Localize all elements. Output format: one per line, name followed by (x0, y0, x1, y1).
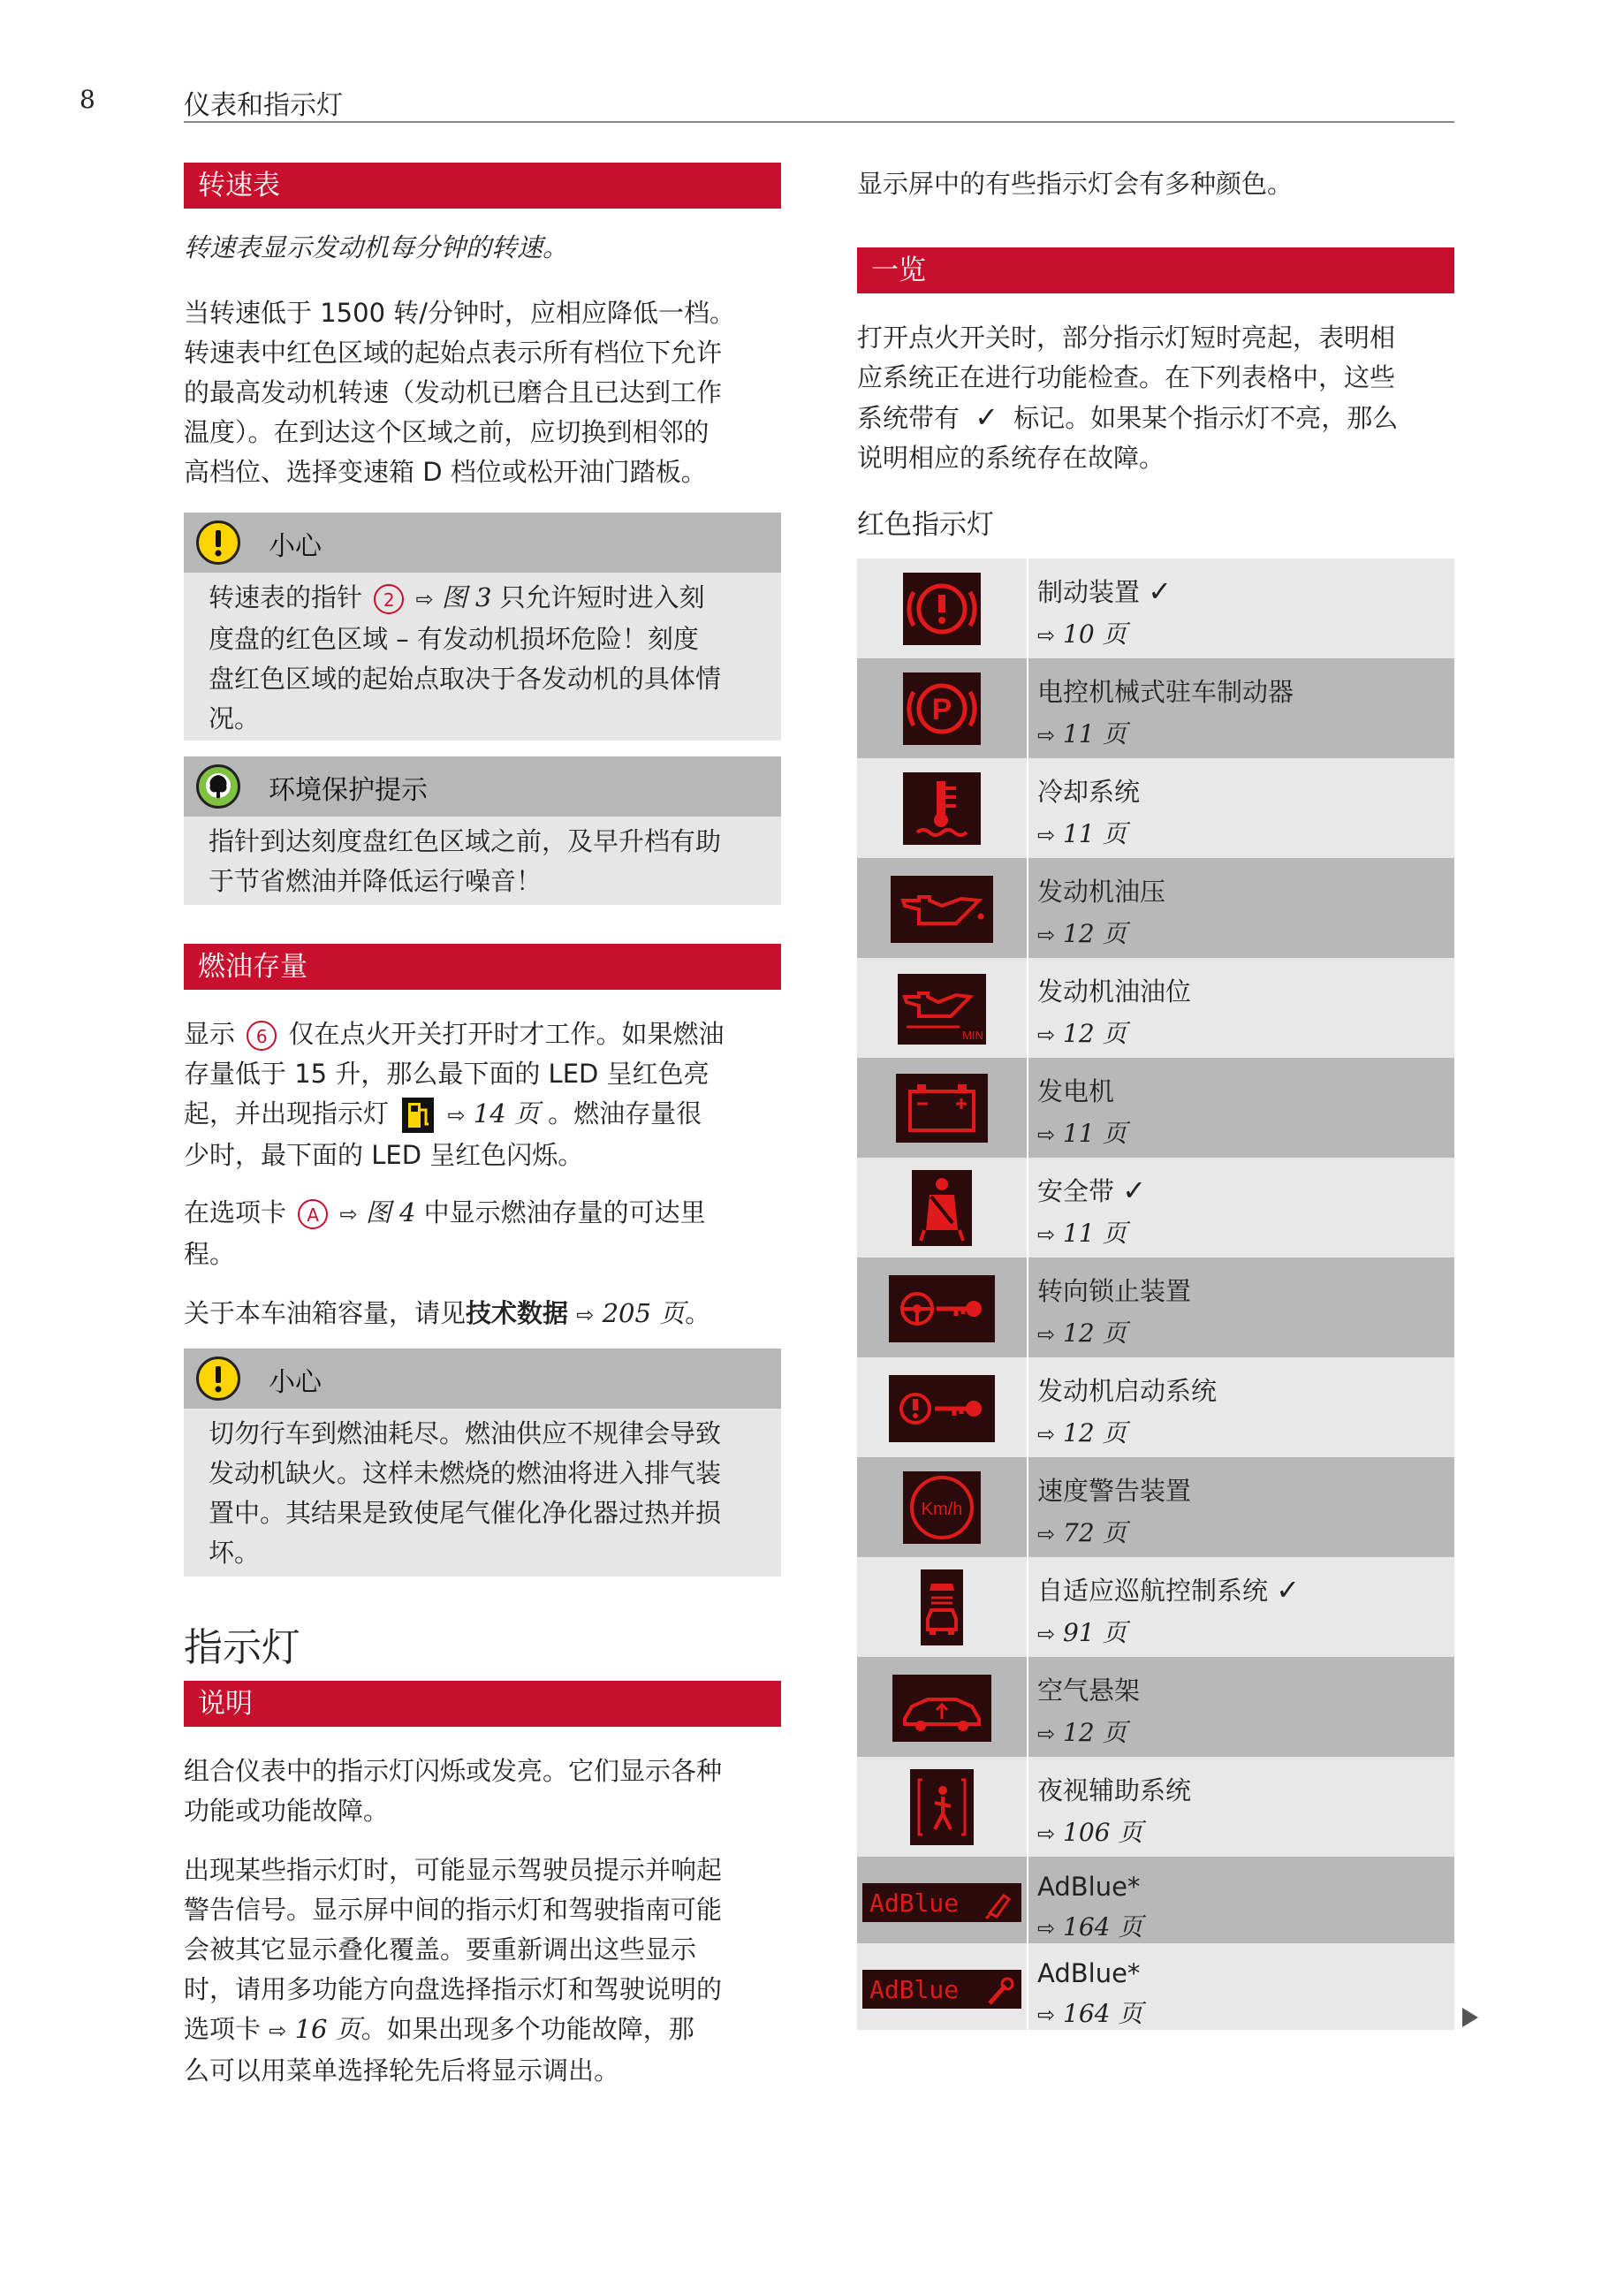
arrow-right-icon: ⇨ (1037, 1222, 1056, 1247)
arrow-right-icon: ⇨ (1037, 1622, 1056, 1646)
text-segment: 显示 (184, 1019, 236, 1049)
checkmark-icon: ✓ (1148, 574, 1172, 608)
battery-icon (857, 1058, 1027, 1158)
text-segment: 选项卡 (184, 2014, 262, 2044)
arrow-right-icon: ⇨ (1037, 1916, 1056, 1941)
row-label: 发动机油油位 (1037, 976, 1192, 1007)
page-ref-link[interactable]: 72 页 (1063, 1518, 1127, 1547)
page-header-title: 仪表和指示灯 (184, 90, 343, 121)
page-ref-link[interactable]: 164 页 (1063, 1912, 1143, 1941)
row-label: 制动装置 (1037, 577, 1141, 607)
text-line: 应系统正在进行功能检查。在下列表格中，这些 (857, 362, 1396, 392)
text-segment: 。如果出现多个功能故障，那 (360, 2014, 694, 2044)
text-segment: 。燃油存量很 (548, 1098, 702, 1128)
row-label: 空气悬架 (1037, 1676, 1141, 1706)
row-label: 自适应巡航控制系统 (1037, 1576, 1269, 1606)
tacho-intro: 转速表显示发动机每分钟的转速。 (184, 232, 569, 262)
fuel-paragraph-3 (184, 1294, 793, 1335)
text-line: 的最高发动机转速（发动机已磨合且已达到工作 (184, 377, 723, 407)
text-line: 切勿行车到燃油耗尽。燃油供应不规律会导致 (209, 1418, 722, 1448)
table-row (857, 1943, 1454, 2030)
overview-paragraph (857, 318, 1467, 478)
text-line: 盘红色区域的起始点取决于各发动机的具体情 (209, 664, 722, 694)
caution-header (184, 1349, 781, 1409)
arrow-right-icon: ⇨ (269, 2018, 287, 2043)
seatbelt-icon (857, 1158, 1027, 1258)
table-row (857, 758, 1454, 858)
fuel-warning-icon (402, 1098, 434, 1133)
coolant-temperature-icon (857, 758, 1027, 858)
environment-note-title: 环境保护提示 (269, 775, 428, 806)
arrow-right-icon: ⇨ (415, 587, 434, 612)
text-segment: 关于本车油箱容量，请见 (184, 1298, 467, 1328)
text-segment: 起，并出现指示灯 (184, 1098, 390, 1128)
section-bar-overview: 一览 (857, 247, 1454, 293)
text-line: 于节省燃油并降低运行噪音！ (209, 866, 543, 896)
text-line: 时，请用多功能方向盘选择指示灯和驾驶说明的 (184, 1974, 723, 2004)
parking-brake-icon (857, 658, 1027, 758)
table-row (857, 1657, 1454, 1757)
caution-icon (196, 521, 240, 565)
caution-title: 小心 (269, 531, 322, 562)
text-line: 功能或功能故障。 (184, 1796, 390, 1826)
row-label: 电控机械式驻车制动器 (1037, 677, 1294, 707)
text-line: 指针到达刻度盘红色区域之前，及早升档有助 (209, 826, 722, 856)
checkmark-icon: ✓ (1276, 1573, 1301, 1607)
caution-body (184, 1409, 781, 1580)
fuel-paragraph-2 (184, 1193, 793, 1274)
table-row (857, 1457, 1454, 1557)
adaptive-cruise-icon (857, 1557, 1027, 1657)
callout-letter: A (298, 1199, 328, 1229)
page-ref-link[interactable]: 106 页 (1063, 1818, 1143, 1847)
speed-warning-icon (857, 1457, 1027, 1557)
text-line: 转速表中红色区域的起始点表示所有档位下允许 (184, 338, 723, 368)
checkmark-icon: ✓ (975, 400, 999, 434)
row-label: AdBlue* (1037, 1872, 1141, 1902)
page-ref-link[interactable]: 12 页 (1063, 919, 1127, 948)
text-line: 发动机缺火。这样未燃烧的燃油将进入排气装 (209, 1458, 722, 1488)
right-intro: 显示屏中的有些指示灯会有多种颜色。 (857, 169, 1294, 199)
tacho-paragraph (184, 293, 793, 492)
indicator-table (857, 559, 1454, 2030)
page-ref-link[interactable]: 11 页 (1063, 819, 1127, 848)
text-segment: 仅在点火开关打开时才工作。如果燃油 (288, 1019, 725, 1049)
table-row (857, 559, 1454, 658)
text-line: 温度）。在到达这个区域之前，应切换到相邻的 (184, 417, 710, 447)
row-label: 发动机启动系统 (1037, 1376, 1218, 1406)
environment-note-header (184, 756, 781, 817)
row-label: 发动机油压 (1037, 877, 1166, 907)
row-label: 发电机 (1037, 1076, 1115, 1106)
indicator-paragraph-2 (184, 1850, 793, 2091)
arrow-right-icon: ⇨ (447, 1103, 466, 1128)
page-ref-link[interactable]: 12 页 (1063, 1718, 1127, 1747)
page-ref-link[interactable]: 205 页 (602, 1298, 686, 1328)
section-heading-indicators: 指示灯 (184, 1625, 300, 1670)
text-segment: 在选项卡 (184, 1197, 287, 1227)
text-line: 会被其它显示叠化覆盖。要重新调出这些显示 (184, 1934, 697, 1964)
table-row (857, 1357, 1454, 1457)
arrow-right-icon: ⇨ (1037, 723, 1056, 748)
text-line: 高档位、选择变速箱 D 档位或松开油门踏板。 (184, 457, 707, 487)
row-label: 冷却系统 (1037, 777, 1141, 807)
text-line: 么可以用菜单选择轮先后将显示调出。 (184, 2055, 620, 2086)
arrow-right-icon: ⇨ (1037, 623, 1056, 648)
section-bar-tachometer: 转速表 (184, 163, 781, 209)
table-row (857, 958, 1454, 1058)
row-label: 转向锁止装置 (1037, 1276, 1192, 1306)
table-row (857, 1058, 1454, 1158)
page-ref-link[interactable]: 12 页 (1063, 1019, 1127, 1048)
text-line: 说明相应的系统存在故障。 (857, 443, 1165, 473)
fuel-paragraph-1 (184, 1014, 793, 1175)
table-row (857, 858, 1454, 958)
caution-header (184, 513, 781, 573)
adblue-wrench-icon (857, 1943, 1027, 2030)
text-segment: 中显示燃油存量的可达里 (423, 1197, 706, 1227)
page-ref-link[interactable]: 12 页 (1063, 1318, 1127, 1348)
row-label: AdBlue* (1037, 1958, 1141, 1988)
caution-title: 小心 (269, 1367, 322, 1398)
technical-data-link[interactable]: 技术数据 (466, 1298, 569, 1328)
page-ref-link[interactable]: 11 页 (1063, 1219, 1127, 1248)
row-label: 速度警告装置 (1037, 1476, 1192, 1506)
arrow-right-icon: ⇨ (1037, 1322, 1056, 1347)
caution-box (184, 1349, 781, 1577)
arrow-right-icon: ⇨ (1037, 2002, 1056, 2027)
text-line: 况。 (209, 703, 261, 733)
table-row (857, 1158, 1454, 1258)
callout-number: 6 (247, 1021, 277, 1051)
environment-note-body (184, 817, 781, 908)
text-line: 警告信号。显示屏中间的指示灯和驾驶指南可能 (184, 1895, 723, 1925)
oil-pressure-icon (857, 858, 1027, 958)
text-line: 存量低于 15 升，那么最下面的 LED 呈红色亮 (184, 1059, 710, 1089)
page-ref-link[interactable]: 164 页 (1063, 1999, 1143, 2028)
svg-text:AdBlue: AdBlue (869, 1888, 960, 1918)
tree-icon (196, 764, 240, 809)
caution-icon (196, 1356, 240, 1401)
red-indicators-heading: 红色指示灯 (857, 509, 994, 541)
text-line: 出现某些指示灯时，可能显示驾驶员提示并响起 (184, 1855, 723, 1885)
text-segment: 系统带有 (857, 403, 960, 433)
arrow-right-icon: ⇨ (1037, 1022, 1056, 1047)
arrow-right-icon: ⇨ (1037, 1522, 1056, 1546)
svg-text:AdBlue: AdBlue (869, 1975, 960, 2004)
page-ref-link[interactable]: 11 页 (1063, 1119, 1127, 1148)
callout-number: 2 (374, 584, 404, 614)
caution-box (184, 513, 781, 741)
caution-body (184, 573, 781, 746)
brake-warning-icon (857, 559, 1027, 658)
table-row (857, 658, 1454, 758)
page-ref-link[interactable]: 12 页 (1063, 1418, 1127, 1448)
text-segment: 标记。如果某个指示灯不亮，那么 (1013, 403, 1399, 433)
text-line: 度盘的红色区域 – 有发动机损坏危险！刻度 (209, 624, 699, 654)
table-row (857, 1258, 1454, 1357)
next-page-arrow-icon[interactable] (1462, 2008, 1478, 2027)
text-line: 打开点火开关时，部分指示灯短时亮起，表明相 (857, 323, 1396, 353)
oil-level-icon (857, 958, 1027, 1058)
air-suspension-icon (857, 1657, 1027, 1757)
checkmark-icon: ✓ (1122, 1174, 1147, 1207)
arrow-right-icon: ⇨ (1037, 1422, 1056, 1447)
header-rule (184, 121, 1454, 123)
text-line: 程。 (184, 1239, 236, 1269)
text-line: 坏。 (209, 1538, 261, 1568)
table-row (857, 1557, 1454, 1657)
figure-ref-link[interactable]: 图 4 (365, 1197, 416, 1227)
environment-note-box (184, 756, 781, 905)
text-line: 当转速低于 1500 转/分钟时，应相应降低一档。 (184, 298, 736, 328)
adblue-level-icon (857, 1857, 1027, 1943)
table-row (857, 1757, 1454, 1857)
page-ref-link[interactable]: 14 页 (473, 1098, 540, 1128)
text-segment: 。 (685, 1298, 711, 1328)
page-ref-link[interactable]: 91 页 (1063, 1618, 1127, 1647)
steering-lock-icon (857, 1258, 1027, 1357)
row-label: 夜视辅助系统 (1037, 1775, 1192, 1805)
indicator-paragraph-1 (184, 1751, 793, 1831)
page-ref-link[interactable]: 10 页 (1063, 619, 1127, 649)
arrow-right-icon: ⇨ (1037, 1122, 1056, 1147)
page-ref-link[interactable]: 16 页 (294, 2014, 361, 2044)
svg-text:P: P (931, 693, 952, 726)
page-ref-link[interactable]: 11 页 (1063, 719, 1127, 748)
section-bar-fuel: 燃油存量 (184, 944, 781, 990)
table-row (857, 1857, 1454, 1943)
arrow-right-icon: ⇨ (576, 1303, 595, 1327)
text-line: 组合仪表中的指示灯闪烁或发亮。它们显示各种 (184, 1756, 723, 1786)
text-segment: 只允许短时进入刻 (499, 582, 705, 612)
arrow-right-icon: ⇨ (1037, 1821, 1056, 1846)
text-segment: 转速表的指针 (209, 582, 363, 612)
page-number: 8 (80, 85, 95, 114)
text-line: 置中。其结果是致使尾气催化净化器过热并损 (209, 1498, 722, 1528)
engine-start-key-icon (857, 1357, 1027, 1457)
text-line: 少时，最下面的 LED 呈红色闪烁。 (184, 1140, 584, 1170)
arrow-right-icon: ⇨ (1037, 923, 1056, 947)
arrow-right-icon: ⇨ (339, 1202, 358, 1227)
arrow-right-icon: ⇨ (1037, 823, 1056, 847)
svg-text:Km/h: Km/h (921, 1500, 963, 1519)
arrow-right-icon: ⇨ (1037, 1721, 1056, 1746)
section-bar-description: 说明 (184, 1681, 781, 1727)
row-label: 安全带 (1037, 1176, 1115, 1206)
figure-ref-link[interactable]: 图 3 (441, 582, 492, 612)
svg-text:MIN: MIN (962, 1029, 983, 1042)
night-vision-icon (857, 1757, 1027, 1857)
